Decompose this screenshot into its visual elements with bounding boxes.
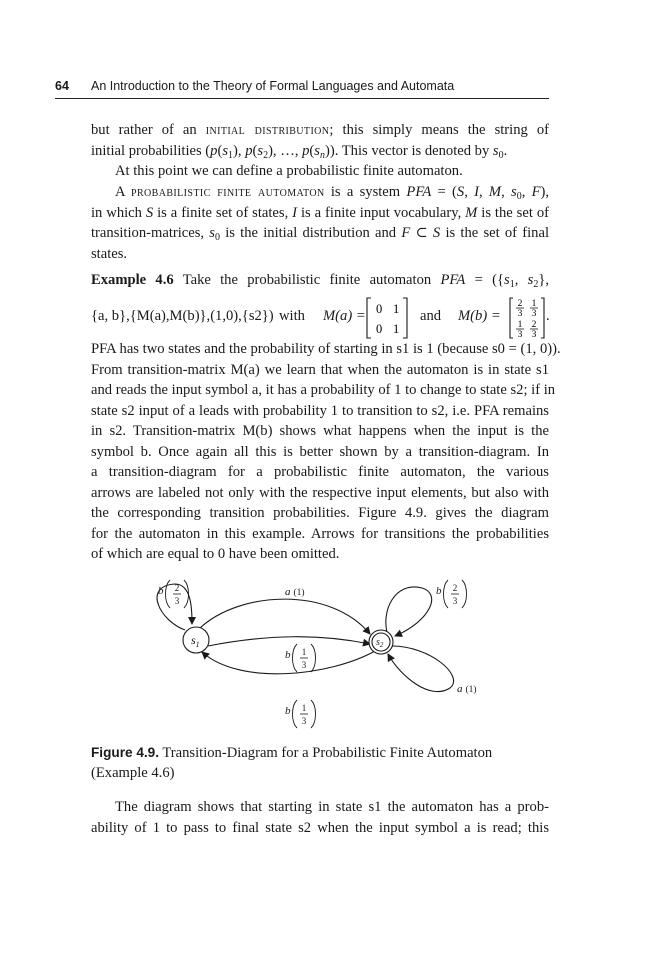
text-line: PFA has two states and the probability of starting in s1 is 1 (because s0 = (1, 0)).	[91, 341, 561, 357]
svg-text:b: b	[285, 649, 291, 661]
svg-text:3: 3	[301, 716, 307, 726]
matrix-a-cell: 1	[393, 322, 400, 336]
text-line: The diagram shows that starting in state s1 the automaton has a prob-	[115, 799, 549, 815]
figure-label: Figure 4.9.	[91, 745, 159, 760]
label-edge-b-middle	[285, 644, 316, 672]
matrix-a-cell: 0	[376, 302, 383, 316]
label-edge-b-bottom	[285, 700, 316, 728]
loop-s2-b	[386, 587, 432, 636]
svg-text:b: b	[158, 585, 164, 597]
svg-text:2: 2	[452, 583, 458, 593]
equation-tuple: {a, b},{M(a),M(b)},(1,0),{s2})	[91, 308, 274, 324]
matrix-b-cell: 1	[531, 299, 537, 309]
matrix-equation	[91, 296, 551, 340]
matrix-b	[508, 296, 548, 340]
text-line: initial probabilities ($p(s_1)$, $p(s_2)$, …, $p(s_n)$). This vector is denoted by $s_0$.	[91, 142, 508, 161]
text-line: state s2 input of a leads with probability 1 to transition to s2, i.e. PFA remains	[91, 402, 549, 419]
svg-text:b: b	[436, 585, 442, 597]
running-header	[55, 78, 549, 99]
text-line: ability of 1 to pass to final state s2 when the input symbol a is read; this	[91, 819, 549, 836]
loop-s2-a	[388, 646, 454, 692]
text-line: arrows are labeled not only with the respective input elements, but also with	[91, 484, 549, 501]
equation-and: and	[420, 308, 442, 324]
text-line: in which S is a finite set of states, I is a finite input vocabulary, M is the set of	[91, 204, 549, 221]
matrix-a	[365, 296, 409, 340]
matrix-b-cell: 2	[531, 320, 537, 330]
state-s2-label: $s_2$	[376, 637, 384, 649]
transition-diagram	[130, 566, 490, 736]
text-line: for the automaton in this example. Arrows for transitions the probabilities	[91, 525, 549, 542]
paragraph-explanation	[91, 339, 561, 565]
svg-text:1: 1	[301, 647, 307, 657]
text-line: the corresponding transition probabilities. Figure 4.9. gives the diagram	[91, 505, 549, 521]
example-label: Example 4.6	[91, 272, 174, 288]
label-edge-a: a (1)	[285, 586, 305, 598]
matrix-b-cell: 3	[517, 309, 523, 319]
equation-period: .	[546, 308, 550, 324]
paragraph-initial-distribution	[91, 120, 549, 182]
text-line: transition-matrices, $s_0$ is the initial distribution and F ⊂ S is the set of final	[91, 225, 550, 243]
text-line: Example 4.6 Take the probabilistic finite automaton PFA = ({$s_1$, $s_2$},	[91, 272, 549, 290]
label-loop-s2-a: a (1)	[457, 683, 477, 695]
paragraph-pfa-definition	[91, 182, 549, 264]
equation-with: with	[279, 308, 305, 324]
svg-text:3: 3	[452, 596, 458, 606]
matrix-b-label: M(b) =	[458, 308, 501, 324]
text-line: symbol b. Once again all this is better shown by a transition-diagram. In	[91, 443, 549, 460]
svg-text:1: 1	[301, 703, 307, 713]
page-number: 64	[55, 79, 69, 93]
state-s1-label: $s_1$	[191, 633, 200, 649]
running-title: An Introduction to the Theory of Formal Languages and Automata	[91, 79, 455, 93]
svg-text:2: 2	[174, 583, 180, 593]
edge-s1-s2-b	[208, 637, 370, 646]
label-loop-s2	[436, 580, 467, 608]
text-line: in s2. Transition-matrix M(b) shows what happens when the input is the	[91, 423, 549, 439]
svg-text:3: 3	[301, 660, 307, 670]
example-heading	[91, 270, 549, 291]
edge-s1-s2-a	[200, 599, 370, 634]
matrix-a-cell: 1	[393, 302, 400, 316]
text-line: states.	[91, 245, 128, 262]
text-line: and reads the input symbol a, it has a probability of 1 to change to state s2; if in	[91, 382, 556, 398]
text-line: From transition-matrix M(a) we learn that when the automaton is in state s1	[91, 361, 549, 378]
matrix-a-label: M(a) =	[323, 308, 366, 324]
text-line: A probabilistic finite automaton is a system PFA = (S, I, M, $s_0$, F),	[115, 184, 550, 202]
figure-caption: Figure 4.9. Transition-Diagram for a Probabilistic Finite Automaton (Example 4.6)	[91, 745, 493, 781]
text-line: of which are equal to 0 have been omitted.	[91, 546, 340, 562]
text-line: a transition-diagram for a probabilistic finite automaton, the various	[91, 464, 549, 480]
matrix-b-cell: 2	[517, 299, 523, 309]
matrix-b-cell: 1	[517, 320, 523, 330]
text-line: At this point we can define a probabilistic finite automaton.	[115, 163, 463, 179]
matrix-b-cell: 3	[531, 330, 537, 340]
matrix-b-cell: 3	[517, 330, 523, 340]
paragraph-diagram-explanation	[91, 797, 549, 838]
text-line: but rather of an initial distribution; this simply means the string of	[91, 122, 549, 138]
svg-text:b: b	[285, 705, 291, 717]
matrix-a-cell: 0	[376, 322, 383, 336]
svg-text:3: 3	[174, 596, 180, 606]
matrix-b-cell: 3	[531, 309, 537, 319]
